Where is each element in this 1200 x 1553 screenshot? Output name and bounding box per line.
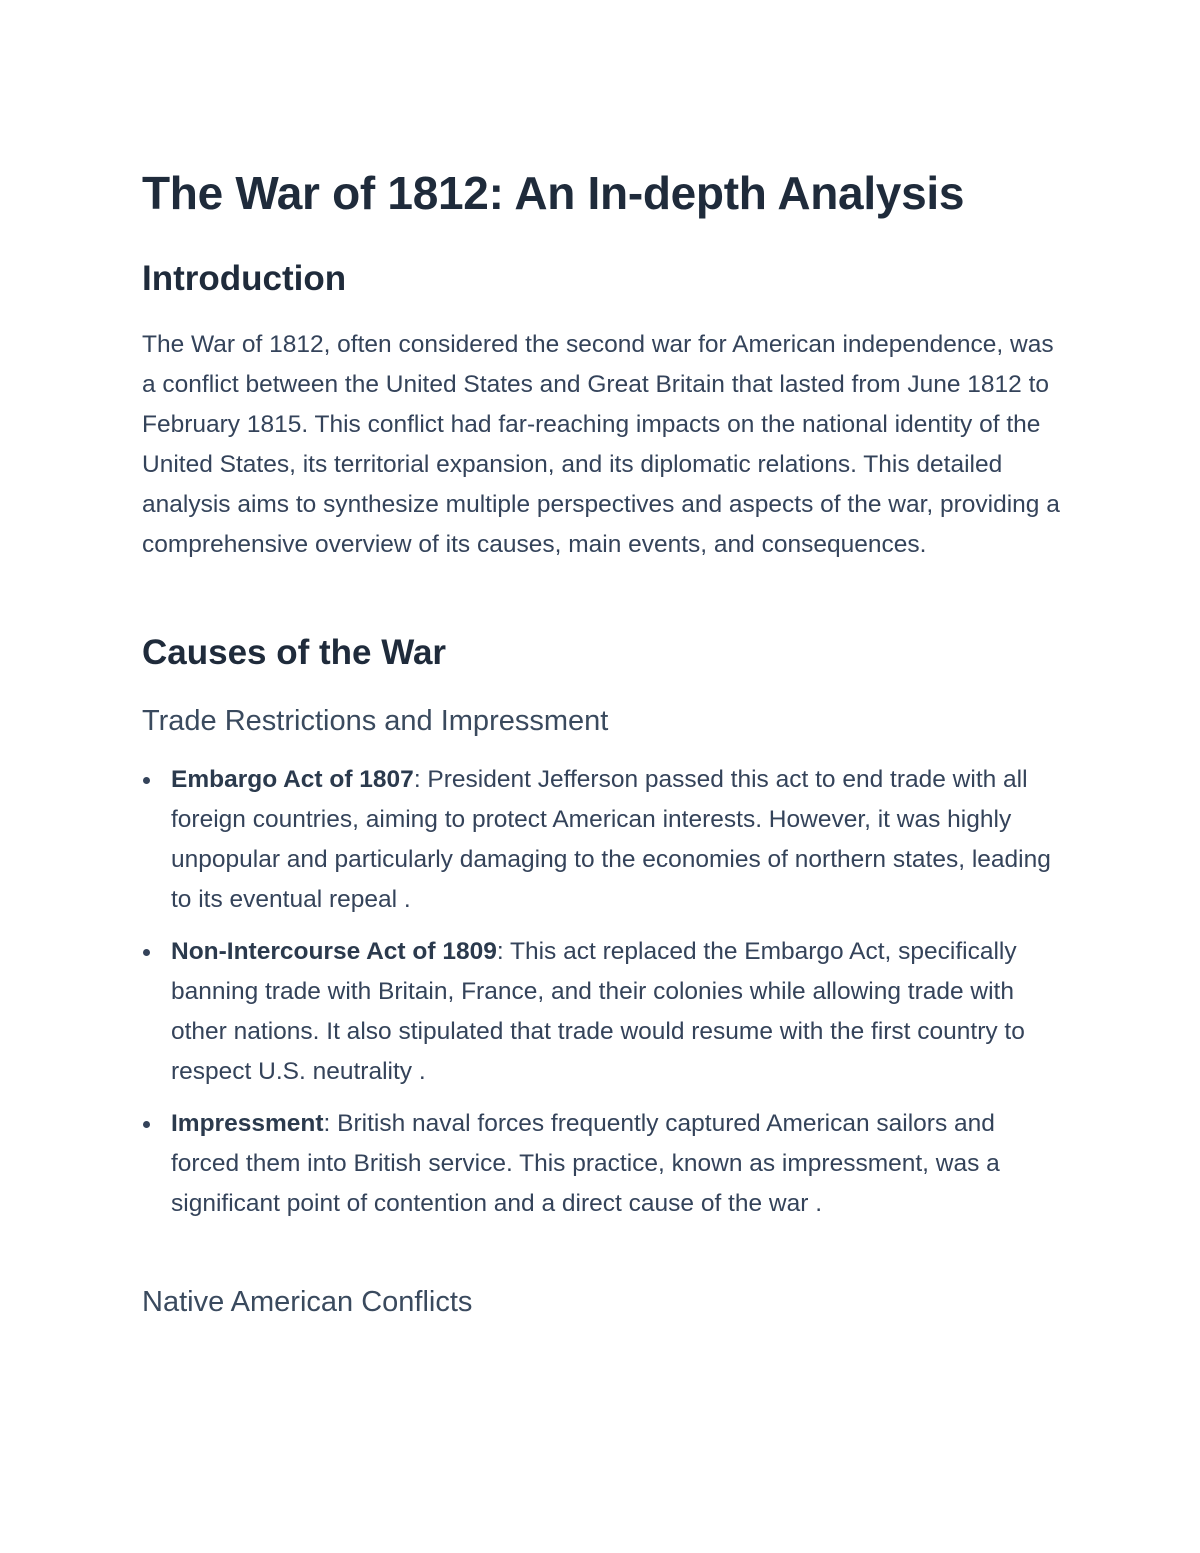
list-item-impressment — [142, 1104, 1062, 1224]
causes-heading: Causes of the War — [142, 633, 447, 672]
bullet-icon — [143, 949, 150, 956]
introduction-paragraph: The War of 1812, often considered the second war for American independence, was a conflict between the United States and Great Britain that lasted from June 1812 to February 1815. This conflict had far-reaching impacts on the national identity of the United States, its territorial expansion, and its diplomatic relations. This detailed analysis aims to synthesize multiple perspectives and aspects of the war, providing a comprehensive overview of its causes, main events, and consequences. — [142, 331, 1060, 558]
trade-restrictions-list — [142, 760, 1062, 1236]
introduction-heading: Introduction — [142, 259, 347, 298]
list-item-term: Impressment — [171, 1110, 324, 1137]
list-item-term: Embargo Act of 1807 — [171, 766, 414, 793]
bullet-icon — [143, 1121, 150, 1128]
trade-restrictions-subheading: Trade Restrictions and Impressment — [142, 705, 609, 737]
list-item-term: Non-Intercourse Act of 1809 — [171, 938, 497, 965]
list-item-text: : This act replaced the Embargo Act, specifically banning trade with Britain, France, and their colonies while allowing trade with other nations. It also stipulated that trade would resume with the first country to respect U.S. neutrality . — [171, 938, 1025, 1085]
list-item-text: : President Jefferson passed this act to end trade with all foreign countries, aiming to protect American interests. However, it was highly unpopular and particularly damaging to the economies of northern states, leading to its eventual repeal . — [171, 766, 1051, 913]
list-item-non-intercourse-act — [142, 932, 1062, 1092]
list-item-embargo-act — [142, 760, 1062, 920]
bullet-icon — [143, 777, 150, 784]
document-title: The War of 1812: An In-depth Analysis — [142, 167, 965, 219]
list-item-text: : British naval forces frequently captured American sailors and forced them into British service. This practice, known as impressment, was a significant point of contention and a direct cause of the war . — [171, 1110, 1000, 1217]
native-american-conflicts-subheading: Native American Conflicts — [142, 1286, 473, 1318]
